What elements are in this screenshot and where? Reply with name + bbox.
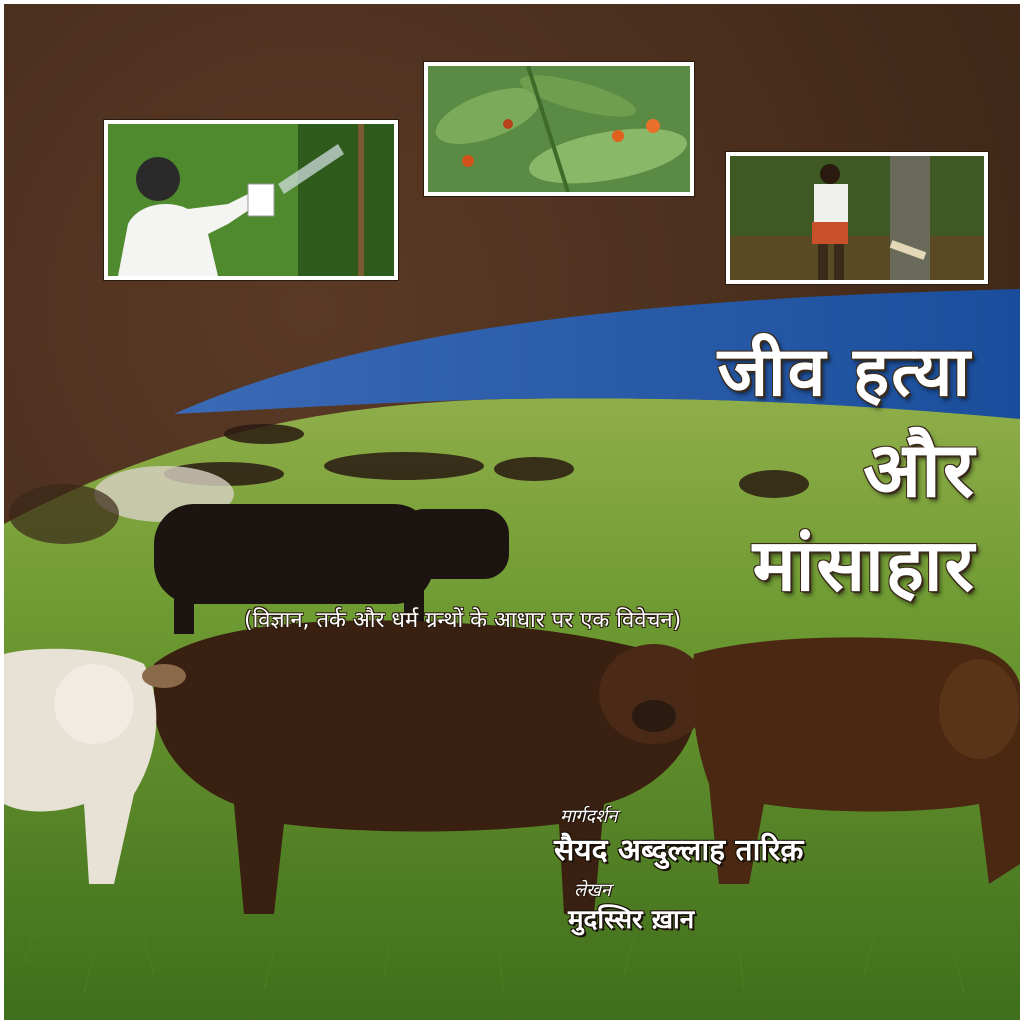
title-line-3: मांसाहार <box>752 523 976 607</box>
book-cover <box>4 4 1020 1020</box>
photo-spraying <box>104 120 398 280</box>
guidance-label: मार्गदर्शन <box>560 806 618 827</box>
photo-ladybugs <box>424 62 694 196</box>
author-name: मुदस्सिर ख़ान <box>568 905 695 935</box>
guidance-name: सैयद अब्दुल्लाह तारिक़ <box>554 833 804 868</box>
photo-tree-cutting <box>726 152 988 284</box>
subtitle: (विज्ञान, तर्क और धर्म ग्रन्थों के आधार पर एक विवेचन) <box>244 608 682 633</box>
title-line-2: और <box>863 425 976 514</box>
title-line-1: जीव हत्या <box>717 333 972 412</box>
author-label: लेखन <box>574 880 611 901</box>
